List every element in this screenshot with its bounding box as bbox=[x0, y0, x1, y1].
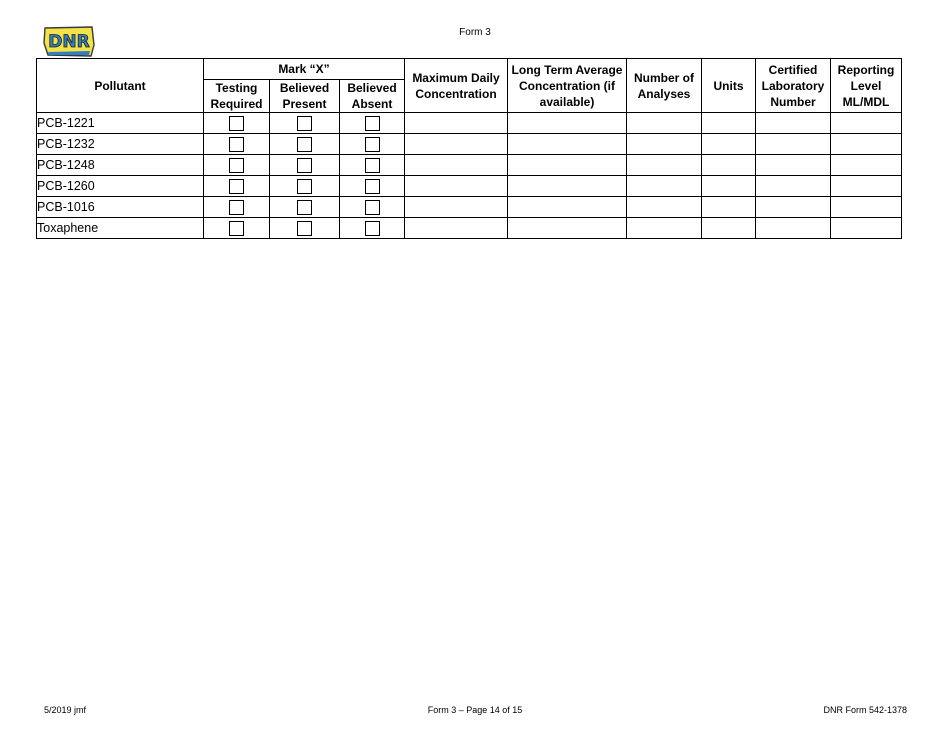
believed-absent-checkbox[interactable] bbox=[365, 221, 380, 236]
believed-absent-checkbox[interactable] bbox=[365, 179, 380, 194]
certified-lab-field[interactable] bbox=[756, 197, 831, 218]
reporting-level-field[interactable] bbox=[831, 176, 902, 197]
believed-present-checkbox[interactable] bbox=[297, 200, 312, 215]
certified-lab-field[interactable] bbox=[756, 155, 831, 176]
believed-absent-cell bbox=[340, 155, 405, 176]
believed-present-cell bbox=[270, 134, 340, 155]
col-header-pollutant: Pollutant bbox=[37, 59, 204, 113]
pollutant-name: Toxaphene bbox=[37, 218, 204, 239]
believed-absent-checkbox[interactable] bbox=[365, 200, 380, 215]
believed-present-checkbox[interactable] bbox=[297, 158, 312, 173]
testing-required-cell bbox=[204, 218, 270, 239]
col-header-num-analyses: Number of Analyses bbox=[627, 59, 702, 113]
certified-lab-field[interactable] bbox=[756, 218, 831, 239]
col-header-believed-present: Believed Present bbox=[270, 80, 340, 113]
table-row bbox=[37, 134, 902, 155]
believed-absent-cell bbox=[340, 218, 405, 239]
footer-page-number: Form 3 – Page 14 of 15 bbox=[427, 705, 523, 715]
testing-required-cell bbox=[204, 113, 270, 134]
believed-absent-checkbox[interactable] bbox=[365, 116, 380, 131]
table-row bbox=[37, 155, 902, 176]
num-analyses-field[interactable] bbox=[627, 113, 702, 134]
believed-absent-cell bbox=[340, 176, 405, 197]
pollutant-name: PCB-1232 bbox=[37, 134, 204, 155]
max-daily-field[interactable] bbox=[405, 197, 508, 218]
testing-required-checkbox[interactable] bbox=[229, 221, 244, 236]
num-analyses-field[interactable] bbox=[627, 176, 702, 197]
num-analyses-field[interactable] bbox=[627, 197, 702, 218]
long-term-avg-field[interactable] bbox=[508, 155, 627, 176]
testing-required-checkbox[interactable] bbox=[229, 200, 244, 215]
certified-lab-field[interactable] bbox=[756, 176, 831, 197]
testing-required-checkbox[interactable] bbox=[229, 137, 244, 152]
reporting-level-field[interactable] bbox=[831, 218, 902, 239]
num-analyses-field[interactable] bbox=[627, 218, 702, 239]
reporting-level-field[interactable] bbox=[831, 113, 902, 134]
table-row bbox=[37, 197, 902, 218]
reporting-level-field[interactable] bbox=[831, 155, 902, 176]
max-daily-field[interactable] bbox=[405, 155, 508, 176]
svg-text:DNR: DNR bbox=[48, 32, 90, 52]
believed-absent-checkbox[interactable] bbox=[365, 158, 380, 173]
long-term-avg-field[interactable] bbox=[508, 113, 627, 134]
units-field[interactable] bbox=[702, 155, 756, 176]
max-daily-field[interactable] bbox=[405, 113, 508, 134]
testing-required-checkbox[interactable] bbox=[229, 116, 244, 131]
table-row bbox=[37, 176, 902, 197]
footer-form-number: DNR Form 542-1378 bbox=[823, 705, 907, 715]
testing-required-cell bbox=[204, 197, 270, 218]
testing-required-cell bbox=[204, 134, 270, 155]
col-header-believed-absent: Believed Absent bbox=[340, 80, 405, 113]
reporting-level-field[interactable] bbox=[831, 134, 902, 155]
believed-absent-cell bbox=[340, 134, 405, 155]
believed-absent-cell bbox=[340, 197, 405, 218]
believed-absent-checkbox[interactable] bbox=[365, 137, 380, 152]
col-header-units: Units bbox=[702, 59, 756, 113]
form-label: Form 3 bbox=[459, 27, 491, 38]
num-analyses-field[interactable] bbox=[627, 134, 702, 155]
believed-present-checkbox[interactable] bbox=[297, 137, 312, 152]
believed-present-cell bbox=[270, 197, 340, 218]
testing-required-checkbox[interactable] bbox=[229, 158, 244, 173]
pollutant-table bbox=[36, 58, 902, 239]
testing-required-checkbox[interactable] bbox=[229, 179, 244, 194]
num-analyses-field[interactable] bbox=[627, 155, 702, 176]
pollutant-name: PCB-1221 bbox=[37, 113, 204, 134]
believed-present-checkbox[interactable] bbox=[297, 221, 312, 236]
max-daily-field[interactable] bbox=[405, 176, 508, 197]
units-field[interactable] bbox=[702, 176, 756, 197]
long-term-avg-field[interactable] bbox=[508, 134, 627, 155]
believed-present-cell bbox=[270, 113, 340, 134]
believed-present-cell bbox=[270, 155, 340, 176]
max-daily-field[interactable] bbox=[405, 134, 508, 155]
believed-present-cell bbox=[270, 218, 340, 239]
believed-present-checkbox[interactable] bbox=[297, 116, 312, 131]
col-header-reporting-level: Reporting Level ML/MDL bbox=[831, 59, 902, 113]
pollutant-name: PCB-1016 bbox=[37, 197, 204, 218]
max-daily-field[interactable] bbox=[405, 218, 508, 239]
long-term-avg-field[interactable] bbox=[508, 176, 627, 197]
believed-present-cell bbox=[270, 176, 340, 197]
units-field[interactable] bbox=[702, 113, 756, 134]
testing-required-cell bbox=[204, 176, 270, 197]
col-header-mark-x: Mark “X” bbox=[204, 59, 405, 80]
col-header-max-daily: Maximum Daily Concentration bbox=[405, 59, 508, 113]
col-header-certified-lab: Certified Laboratory Number bbox=[756, 59, 831, 113]
pollutant-name: PCB-1260 bbox=[37, 176, 204, 197]
units-field[interactable] bbox=[702, 197, 756, 218]
long-term-avg-field[interactable] bbox=[508, 218, 627, 239]
footer-revision-date: 5/2019 jmf bbox=[44, 705, 87, 715]
testing-required-cell bbox=[204, 155, 270, 176]
certified-lab-field[interactable] bbox=[756, 113, 831, 134]
units-field[interactable] bbox=[702, 134, 756, 155]
table-row bbox=[37, 113, 902, 134]
col-header-testing-required: Testing Required bbox=[204, 80, 270, 113]
units-field[interactable] bbox=[702, 218, 756, 239]
believed-present-checkbox[interactable] bbox=[297, 179, 312, 194]
certified-lab-field[interactable] bbox=[756, 134, 831, 155]
reporting-level-field[interactable] bbox=[831, 197, 902, 218]
long-term-avg-field[interactable] bbox=[508, 197, 627, 218]
col-header-long-term-avg: Long Term Average Concentration (if available) bbox=[508, 59, 627, 113]
table-row bbox=[37, 218, 902, 239]
pollutant-name: PCB-1248 bbox=[37, 155, 204, 176]
believed-absent-cell bbox=[340, 113, 405, 134]
